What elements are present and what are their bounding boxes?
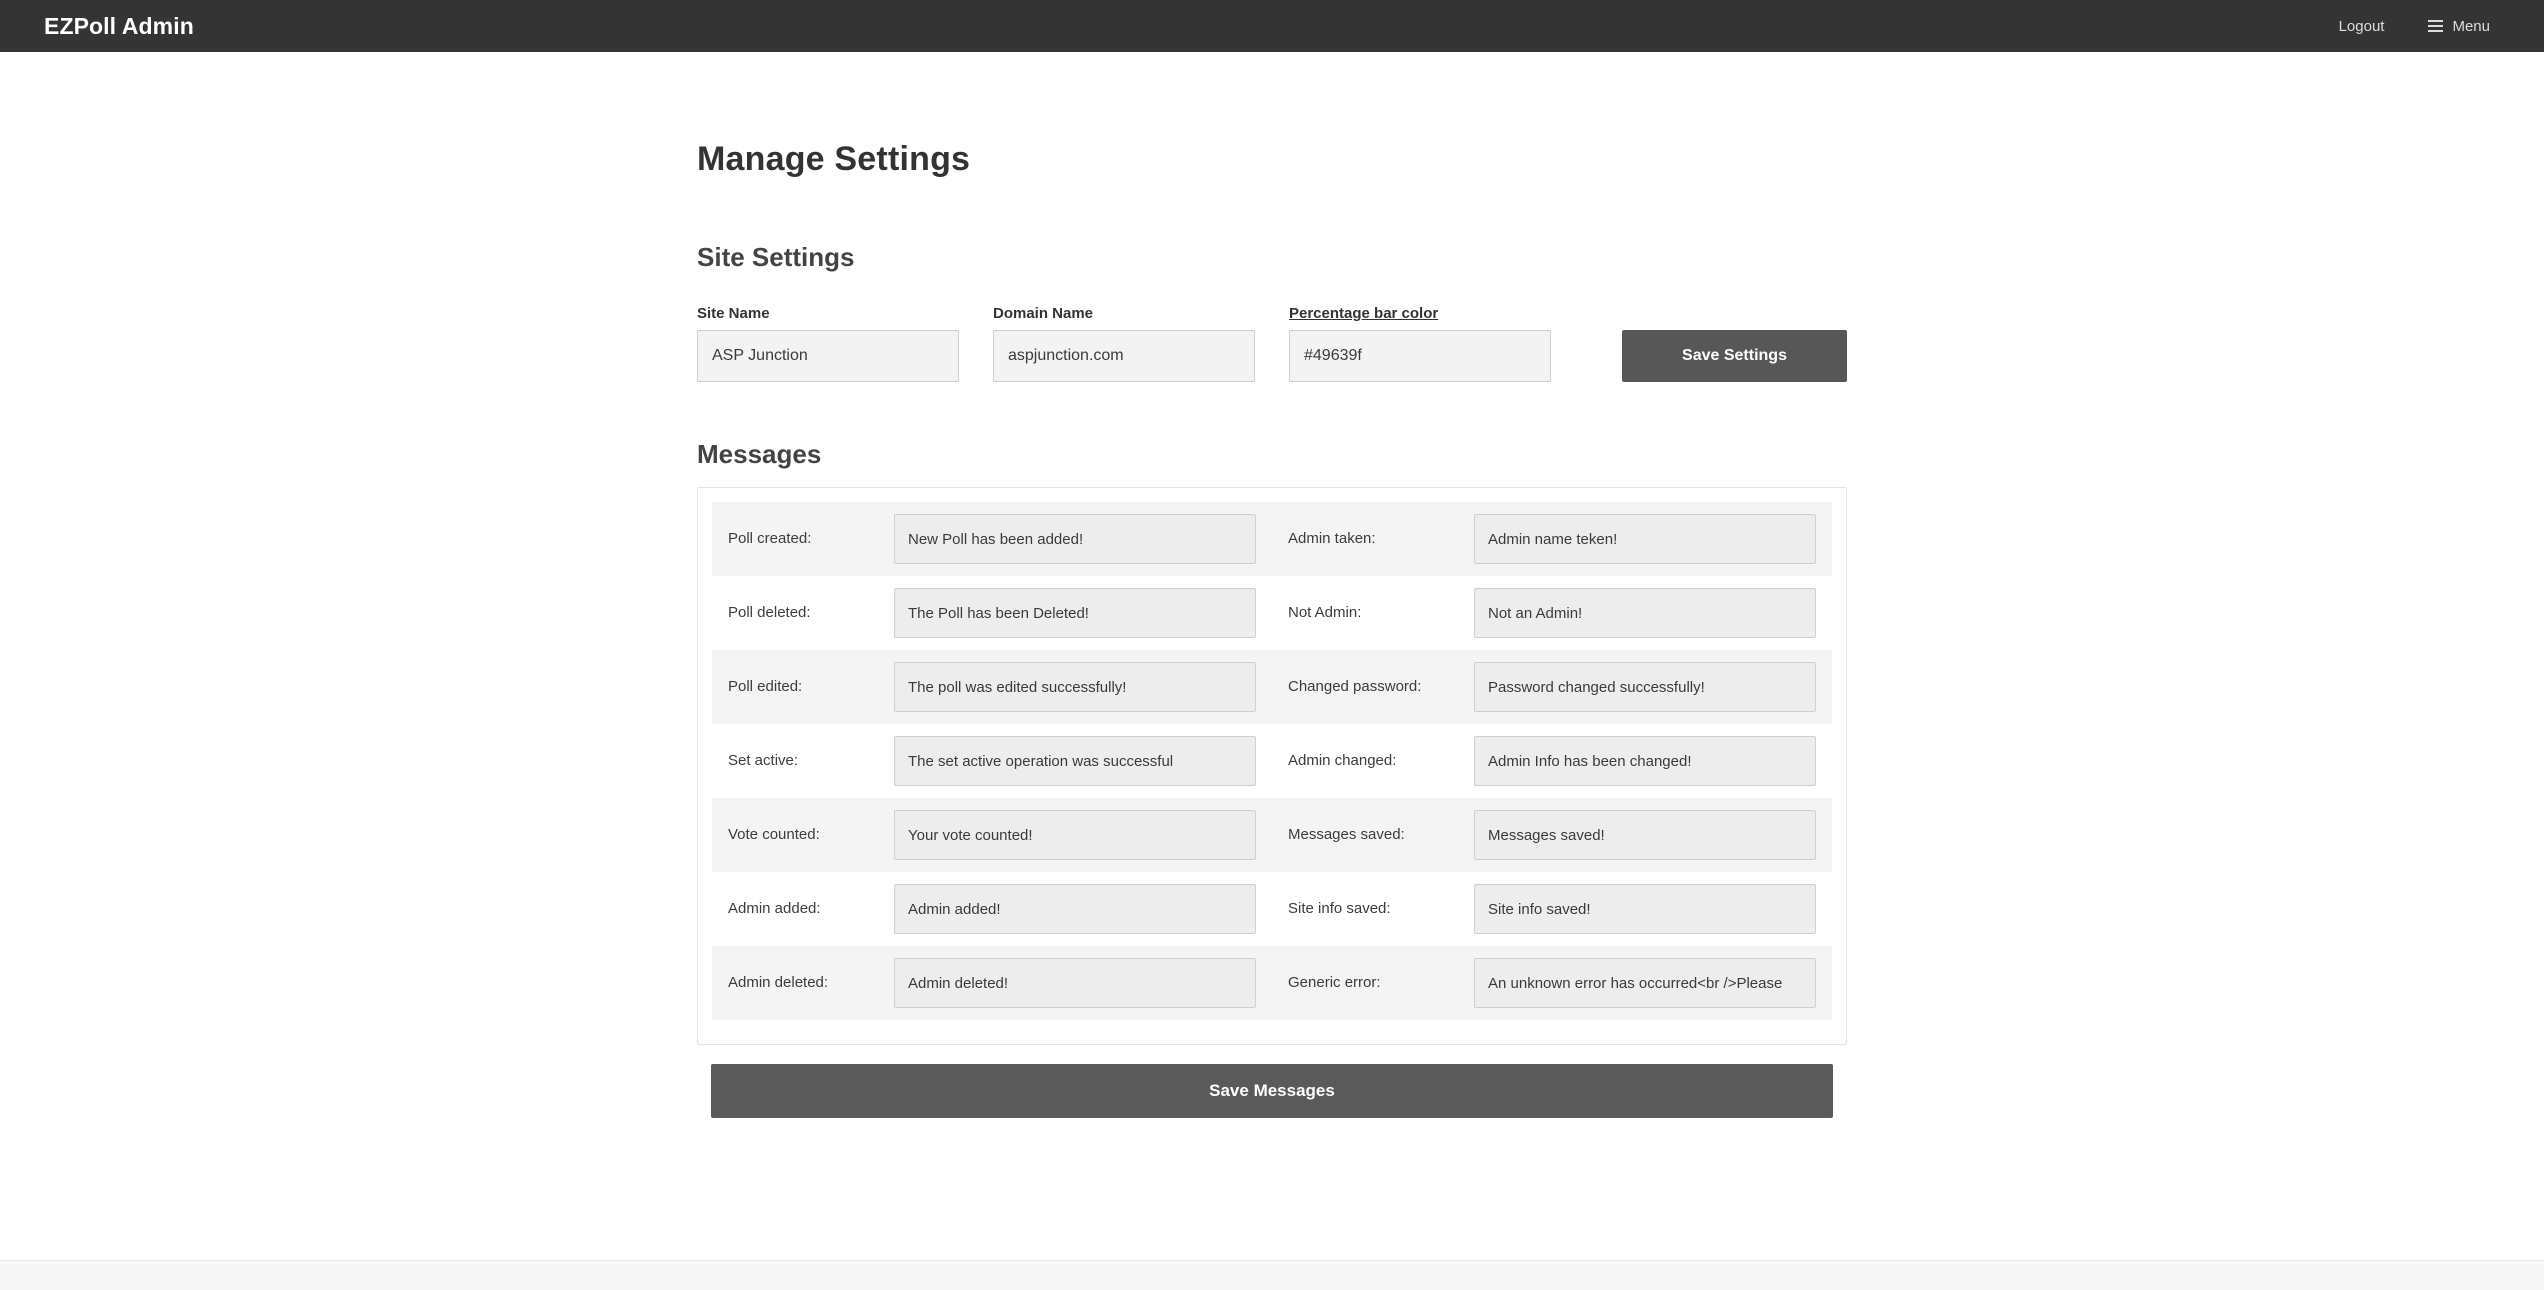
navbar-right-group — [2317, 2, 2508, 51]
message-row — [1272, 872, 1832, 946]
message-input-poll-created[interactable] — [894, 514, 1256, 564]
hamburger-icon — [2428, 20, 2443, 32]
domain-name-label: Domain Name — [993, 305, 1094, 322]
percentage-bar-color-input[interactable] — [1289, 330, 1551, 382]
message-row — [712, 798, 1272, 872]
message-input-site-info-saved[interactable] — [1474, 884, 1816, 934]
message-input-poll-deleted[interactable] — [894, 588, 1256, 638]
message-input-poll-edited[interactable] — [894, 662, 1256, 712]
message-label: Site info saved: — [1288, 900, 1391, 917]
message-input-not-admin[interactable] — [1474, 588, 1816, 638]
message-row — [712, 502, 1272, 576]
logout-link[interactable]: Logout — [2338, 17, 2385, 35]
field-group-percentage-bar-color — [1289, 305, 1551, 382]
message-label: Changed password: — [1288, 678, 1422, 695]
message-label: Admin added: — [728, 900, 821, 917]
message-label: Generic error: — [1288, 974, 1381, 991]
message-input-changed-password[interactable] — [1474, 662, 1816, 712]
messages-heading: Messages — [697, 439, 822, 469]
app-brand[interactable]: EZPoll Admin — [44, 12, 194, 39]
message-label: Not Admin: — [1288, 604, 1362, 621]
message-row — [1272, 946, 1832, 1020]
site-settings-form — [697, 305, 1847, 382]
message-label: Set active: — [728, 752, 799, 769]
message-row — [712, 872, 1272, 946]
domain-name-input[interactable] — [993, 330, 1255, 382]
message-input-vote-counted[interactable] — [894, 810, 1256, 860]
content-container — [697, 140, 1847, 1118]
message-input-admin-deleted[interactable] — [894, 958, 1256, 1008]
message-input-admin-added[interactable] — [894, 884, 1256, 934]
message-label: Admin deleted: — [728, 974, 829, 991]
messages-left-column — [712, 502, 1272, 1020]
messages-right-column — [1272, 502, 1832, 1020]
site-name-label: Site Name — [697, 305, 770, 322]
message-input-admin-changed[interactable] — [1474, 736, 1816, 786]
message-label: Admin taken: — [1288, 530, 1376, 547]
footer-bar — [0, 1260, 2544, 1290]
message-row — [1272, 798, 1832, 872]
save-messages-button[interactable]: Save Messages — [711, 1064, 1833, 1118]
save-settings-button[interactable]: Save Settings — [1622, 330, 1847, 382]
message-label: Poll deleted: — [728, 604, 811, 621]
message-row — [712, 946, 1272, 1020]
percentage-bar-color-label: Percentage bar color — [1289, 305, 1439, 322]
message-label: Admin changed: — [1288, 752, 1397, 769]
message-label: Poll created: — [728, 530, 812, 547]
message-row — [712, 724, 1272, 798]
page-body — [0, 140, 2544, 1118]
message-row — [1272, 650, 1832, 724]
menu-toggle-button[interactable] — [2406, 2, 2508, 51]
message-row — [712, 576, 1272, 650]
field-group-domain-name — [993, 305, 1255, 382]
message-row — [1272, 724, 1832, 798]
message-input-admin-taken[interactable] — [1474, 514, 1816, 564]
message-label: Vote counted: — [728, 826, 820, 843]
message-row — [712, 650, 1272, 724]
message-row — [1272, 502, 1832, 576]
messages-panel — [697, 487, 1847, 1045]
message-row — [1272, 576, 1832, 650]
site-name-input[interactable] — [697, 330, 959, 382]
message-input-set-active[interactable] — [894, 736, 1256, 786]
page-title: Manage Settings — [697, 140, 971, 178]
menu-toggle-label: Menu — [2452, 17, 2490, 35]
message-label: Poll edited: — [728, 678, 803, 695]
top-navbar — [0, 0, 2544, 52]
message-input-generic-error[interactable] — [1474, 958, 1816, 1008]
site-settings-heading: Site Settings — [697, 242, 855, 272]
message-input-messages-saved[interactable] — [1474, 810, 1816, 860]
message-label: Messages saved: — [1288, 826, 1405, 843]
field-group-site-name — [697, 305, 959, 382]
